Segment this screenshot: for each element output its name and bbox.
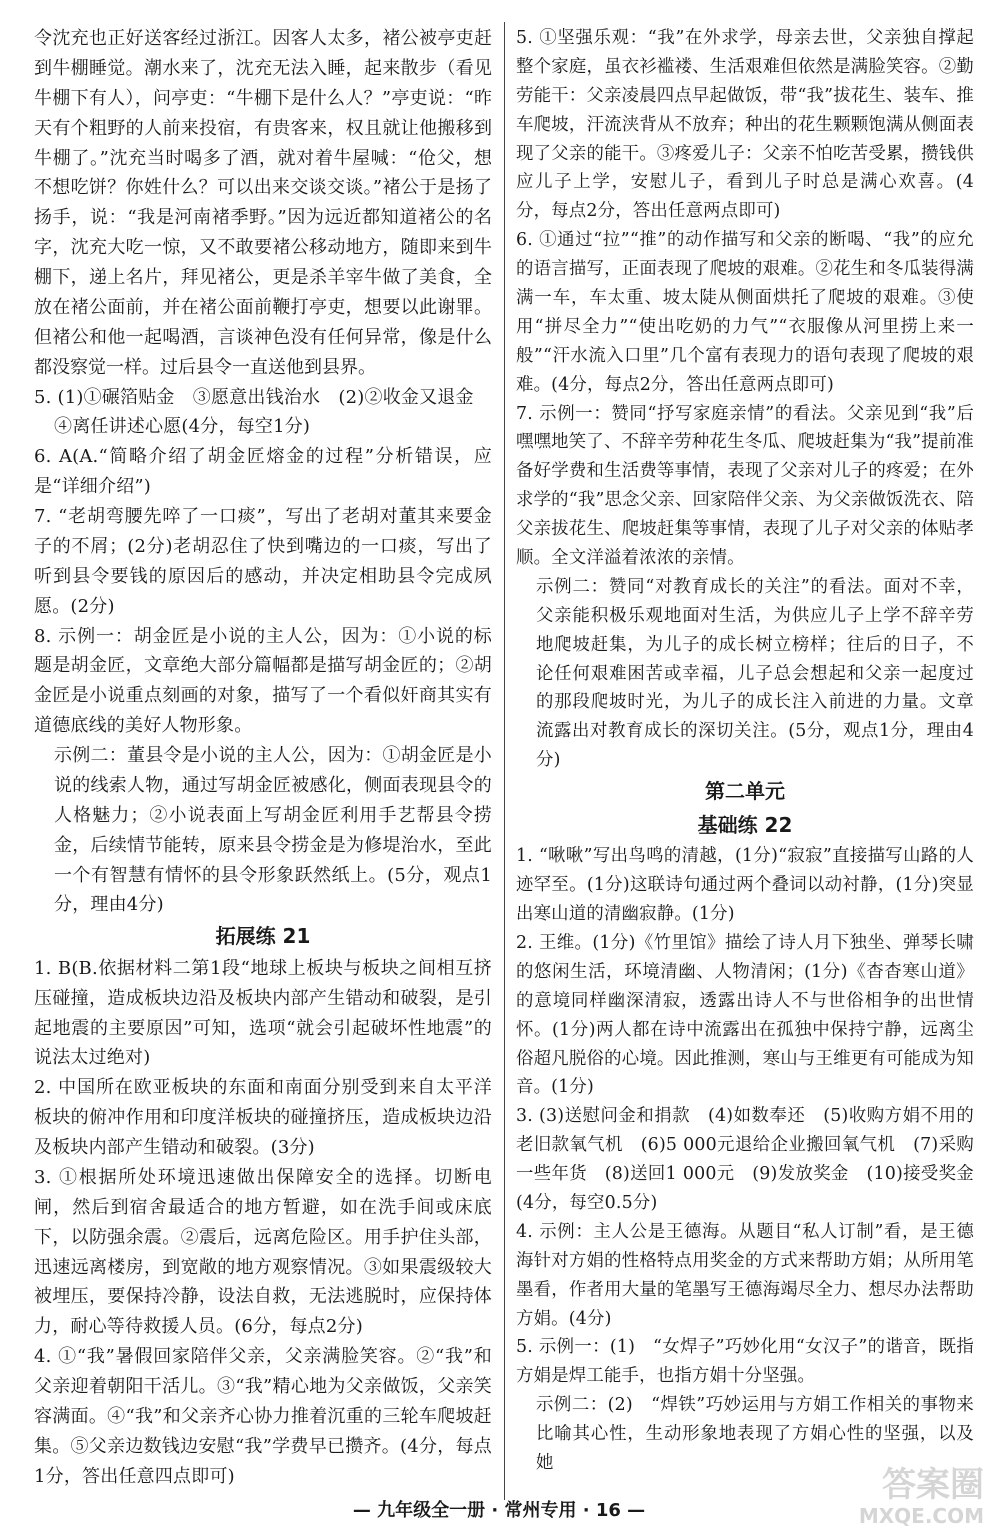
answer-r5: 5. ①坚强乐观：“我”在外求学，母亲去世，父亲独自撑起整个家庭，虽衣衫褴褛、生活艰难但依然是满脸笑容。②勤劳能干：父亲凌晨四点早起做饭，带“我”拔花生、装车、推车爬坡，汗流浃背从不放弃；种出的花生颗颗饱满从侧面表现了父亲的能干。③疼爱儿子：父亲不怕吃苦受累，攒钱供应儿子上学，安慰儿子，看到儿子时总是满心欢喜。(4分，每点2分，答出任意两点即可) — [516, 28, 974, 222]
section-heading-21: 拓展练 21 — [215, 924, 311, 949]
answer-t1: 1. B(B.依据材料二第1段“地球上板块与板块之间相互挤压碰撞，造成板块边沿及板块内部产生错动和破裂，是引起地震的主要原因”可知，选项“就会引起破坏性地震”的说法太过绝对) — [34, 957, 492, 1069]
answer-r7-example2: 示例二：赞同“对教育成长的关注”的看法。面对不幸，父亲能积极乐观地面对生活，为供应儿子上学不辞辛劳地爬坡赶集，为儿子的成长树立榜样；往后的日子，不论任何艰难困苦或幸福，儿子总会想起和父亲一起度过的那段爬坡时光，为儿子的成长注入前进的力量。文章流露出对教育成长的深切关注。(5分，观点1分，理由4分) — [536, 576, 974, 771]
answer-b5-example1: 5. 示例一：(1) “女焊子”巧妙化用“女汉子”的谐音，既指方娟是焊工能手，也指方娟十分坚强。 — [516, 1337, 974, 1387]
column-divider — [504, 22, 505, 1500]
answer-q8-example2: 示例二：董县令是小说的主人公，因为：①胡金匠是小说的线索人物，通过写胡金匠被感化，侧面表现县令的人格魅力；②小说表面上写胡金匠利用手艺帮县令捞金，后续情节能转，原来县令捞金是为修堤治水，至此一个有智慧有情怀的县令形象跃然纸上。(5分，观点1分，理由4分) — [54, 745, 492, 916]
answer-t4: 4. ①“我”暑假回家陪伴父亲，父亲满脸笑容。②“我”和父亲迎着朝阳干活儿。③“我”精心地为父亲做饭，父亲笑容满面。④“我”和父亲齐心协力推着沉重的三轮车爬坡赶集。⑤父亲边数钱边安慰“我”学费早已攒齐。(4分，每点1分，答出任意四点即可) — [34, 1346, 492, 1487]
watermark-line1: 答案圈 — [882, 1465, 984, 1505]
answer-b5-example2: 示例二：(2) “焊铁”巧妙运用与方娟工作相关的事物来比喻其心性，生动形象地表现了方娟心性的坚强，以及她 — [536, 1395, 974, 1474]
answer-b4: 4. 示例：主人公是王德海。从题目“私人订制”看，是王德海针对方娟的性格特点用奖金的方式来帮助方娟；从所用笔墨看，作者用大量的笔墨写王德海竭尽全力、想尽办法帮助方娟。(4分) — [516, 1221, 974, 1329]
answer-q6: 6. A(A.“简略介绍了胡金匠熔金的过程”分析错误，应是“详细介绍”) — [34, 446, 492, 498]
answer-r7-example1: 7. 示例一：赞同“抒写家庭亲情”的看法。父亲见到“我”后嘿嘿地笑了、不辞辛劳种花生冬瓜、爬坡赶集为“我”提前准备好学费和生活费等事情，表现了父亲对儿子的疼爱；在外求学的“我”思念父亲、回家陪伴父亲、为父亲做饭洗衣、陪父亲拔花生、爬坡赶集等事情，表现了儿子对父亲的体贴孝顺。全文洋溢着浓浓的亲情。 — [516, 403, 974, 569]
answer-r6: 6. ①通过“拉”“推”的动作描写和父亲的断喝、“我”的应允的语言描写，正面表现了爬坡的艰难。②花生和冬瓜装得满满一车，车太重、坡太陡从侧面烘托了爬坡的艰难。③使用“拼尽全力”“使出吃奶的力气”“衣服像从河里捞上来一般”“汗水流入口里”几个富有表现力的语句表现了爬坡的艰难。(4分，每点2分，答出任意两点即可) — [516, 230, 974, 395]
answer-t3: 3. ①根据所处环境迅速做出保障安全的选择。切断电闸，然后到宿舍最适合的地方暂避，如在洗手间或床底下，以防强余震。②震后，远离危险区。用手护住头部，迅速远离楼房，到宽敞的地方观察情况。③如果震级较大被埋压，要保持冷静，设法自救，无法逃脱时，应保持体力，耐心等待救援人员。(6分，每点2分) — [34, 1166, 492, 1338]
page-footer: — 九年级全一册 · 常州专用 · 16 — — [352, 1500, 646, 1521]
watermark-logo — [814, 1466, 984, 1530]
unit-heading: 第二单元 — [705, 779, 785, 804]
answer-t2: 2. 中国所在欧亚板块的东面和南面分别受到来自太平洋板块的俯冲作用和印度洋板块的碰撞挤压，造成板块边沿及板块内部产生错动和破裂。(3分) — [34, 1077, 492, 1159]
right-column — [516, 24, 974, 1478]
answer-b1: 1. “啾啾”写出鸟鸣的清越，(1分)“寂寂”直接描写山路的人迹罕至。(1分)这联诗句通过两个叠词以动衬静，(1分)突显出寒山道的清幽寂静。(1分) — [516, 846, 974, 925]
answer-q5-line2: ④离任讲述心愿(4分，每空1分) — [54, 416, 311, 438]
watermark-line2: MXQE.COM — [858, 1504, 984, 1528]
section-heading-22: 基础练 22 — [697, 812, 793, 837]
answer-b2: 2. 王维。(1分)《竹里馆》描绘了诗人月下独坐、弹琴长啸的悠闲生活，环境清幽、人物清闲；(1分)《杳杳寒山道》的意境同样幽深清寂，透露出诗人不与世俗相争的出世情怀。(1分)两人都在诗中流露出在孤独中保持宁静，远离尘俗超凡脱俗的心境。因此推测，寒山与王维更有可能成为知音。(1分) — [516, 933, 974, 1098]
story-translation: 令沈充也正好送客经过浙江。因客人太多，褚公被亭吏赶到牛棚睡觉。潮水来了，沈充无法入睡，起来散步（看见牛棚下有人），问亭吏：“牛棚下是什么人？”亭吏说：“昨天有个粗野的人前来投宿，有贵客来，权且就让他搬移到牛棚了。”沈充当时喝多了酒，就对着牛屋喊：“伧父，想不想吃饼？你姓什么？可以出来交谈交谈。”褚公于是扬了扬手，说：“我是河南褚季野。”因为远近都知道褚公的名字，沈充大吃一惊，又不敢要褚公移动地方，随即来到牛棚下，递上名片，拜见褚公，更是杀羊宰牛做了美食，全放在褚公面前，并在褚公面前鞭打亭吏，想要以此谢罪。但褚公和他一起喝酒，言谈神色没有任何异常，像是什么都没察觉一样。过后县令一直送他到县界。 — [34, 28, 492, 378]
answer-q5-line1: 5. (1)①碾箔贴金 ③愿意出钱治水 (2)②收金又退金 — [34, 386, 474, 408]
answer-q8-example1: 8. 示例一：胡金匠是小说的主人公，因为：①小说的标题是胡金匠，文章绝大部分篇幅都是描写胡金匠的；②胡金匠是小说重点刻画的对象，描写了一个看似奸商其实有道德底线的美好人物形象。 — [34, 625, 492, 737]
answer-q7: 7. “老胡弯腰先啐了一口痰”，写出了老胡对董其来要金子的不屑；(2分)老胡忍住了快到嘴边的一口痰，写出了听到县令要钱的原因后的感动，并决定相助县令完成夙愿。(2分) — [34, 506, 492, 617]
left-column — [34, 24, 492, 1492]
answer-b3: 3. (3)送慰问金和捐款 (4)如数奉还 (5)收购方娟不用的老旧款氧气机 (6)5 000元退给企业搬回氧气机 (7)采购一些年货 (8)送回1 000元 (9)发放奖金 (10)接受奖金(4分，每空0.5分) — [516, 1106, 974, 1214]
